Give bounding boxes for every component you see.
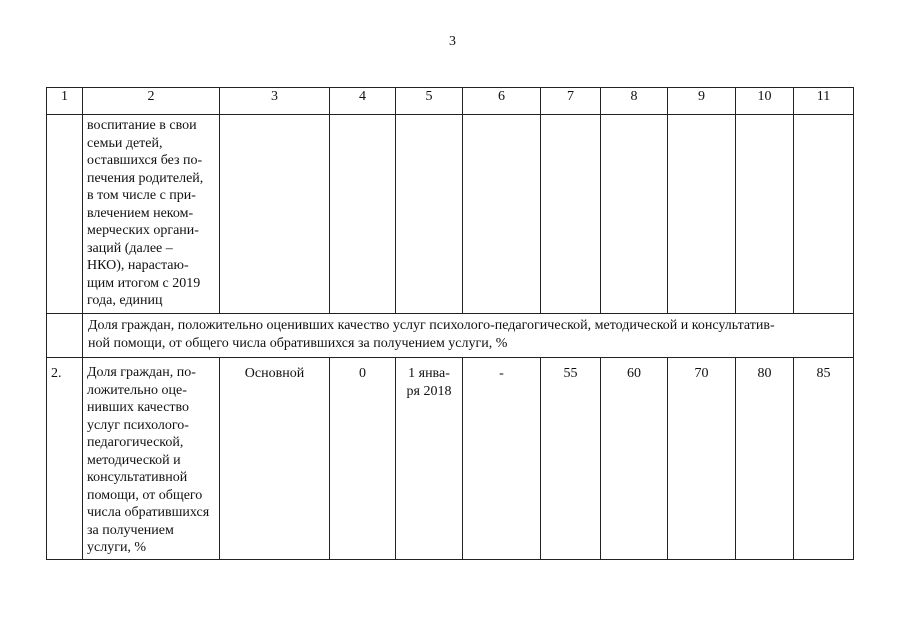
value-cell-7: 55: [541, 358, 601, 560]
base-value-cell: 0: [330, 358, 396, 560]
indicator-name-cell: воспитание в свои семьи детей, оставшихся без по- печения родителей, в том числе с при- влечением неком- мерческих органи- заций (далее – НКО), нарастаю- щим итогом с 2019 года, единиц: [83, 115, 220, 314]
column-number: 5: [396, 88, 463, 115]
column-number: 6: [463, 88, 541, 115]
column-number: 7: [541, 88, 601, 115]
value-cell-6: -: [463, 358, 541, 560]
indicator-type-cell: Основной: [220, 358, 330, 560]
table-row: [47, 358, 854, 560]
value-cell-9: 70: [668, 358, 736, 560]
indicators-table: [46, 87, 854, 560]
value-cell-10: 80: [736, 358, 794, 560]
column-number: 9: [668, 88, 736, 115]
column-number-row: [47, 88, 854, 115]
indicator-name-cell: Доля граждан, по- ложительно оце- нивших качество услуг психолого- педагогической, методической и консультативной помощи, от общего числа обратившихся за получением услуги, %: [83, 358, 220, 560]
page-number: 3: [449, 34, 456, 49]
column-number: 4: [330, 88, 396, 115]
column-number: 3: [220, 88, 330, 115]
value-cell-8: 60: [601, 358, 668, 560]
column-number: 1: [47, 88, 83, 115]
table-row: [47, 115, 854, 314]
column-number: 8: [601, 88, 668, 115]
base-date-cell: 1 янва- ря 2018: [396, 358, 463, 560]
indicator-heading: Доля граждан, положительно оценивших качество услуг психолого-педагогической, методической и консультатив- ной помощи, от общего числа обратившихся за получением услуги, %: [83, 314, 854, 358]
column-number: 2: [83, 88, 220, 115]
column-number: 10: [736, 88, 794, 115]
value-cell-11: 85: [794, 358, 854, 560]
row-number-cell: [47, 115, 83, 314]
column-number: 11: [794, 88, 854, 115]
row-number-cell: 2.: [47, 358, 83, 560]
indicator-heading-row: [47, 314, 854, 358]
